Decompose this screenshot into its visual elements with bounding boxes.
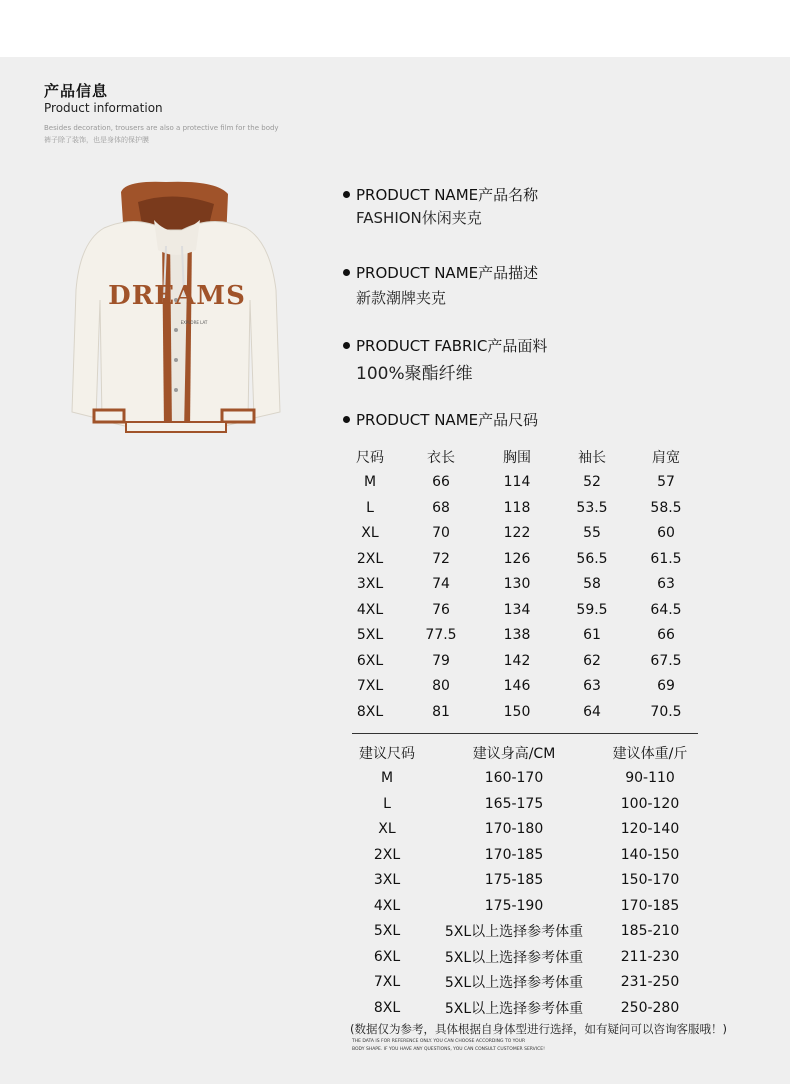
table-cell: 142 (503, 652, 531, 669)
table-cell: 63 (657, 576, 675, 593)
table-cell: 58 (583, 576, 601, 593)
table-cell: 114 (503, 474, 531, 491)
bullet-dot-icon (343, 191, 350, 198)
section-product-description: PRODUCT NAME产品描述 (343, 262, 538, 283)
table-row (344, 970, 714, 996)
table-cell: 231-250 (620, 974, 680, 991)
table-cell: 175-185 (484, 872, 544, 889)
table-cell: 62 (583, 652, 601, 669)
recommend-table-header (344, 740, 714, 766)
table-cell: 211-230 (620, 948, 680, 965)
size-table-header (340, 444, 710, 470)
table-cell: 55 (583, 525, 601, 542)
bullet-dot-icon (343, 416, 350, 423)
table-row (340, 699, 710, 725)
table-cell: 150 (503, 703, 531, 720)
table-row (344, 944, 714, 970)
jacket-small-label: EXPLORE LAT (180, 320, 208, 325)
table-cell: XL (378, 821, 396, 838)
table-cell: 134 (503, 601, 531, 618)
table-cell: L (383, 795, 391, 812)
table-cell: XL (361, 525, 379, 542)
table-row (344, 842, 714, 868)
table-cell: 68 (432, 499, 450, 516)
table-row (344, 817, 714, 843)
table-row (340, 495, 710, 521)
disclaimer-note: (数据仅为参考，具体根据自身体型进行选择，如有疑问可以咨询客服哦！) (350, 1022, 727, 1036)
header-cell: 袖长 (578, 449, 606, 466)
table-cell: 122 (503, 525, 531, 542)
table-cell: 61 (583, 627, 601, 644)
size-table (340, 444, 710, 725)
table-row (340, 623, 710, 649)
table-cell: 60 (657, 525, 675, 542)
table-row (340, 521, 710, 547)
table-cell: 79 (432, 652, 450, 669)
section-product-size: PRODUCT NAME产品尺码 (343, 409, 538, 430)
table-cell: 250-280 (620, 999, 680, 1016)
table-cell: 5XL以上选择参考体重 (444, 1000, 584, 1017)
header-cell: 胸围 (503, 449, 531, 466)
table-cell: 2XL (373, 846, 401, 863)
table-cell: 146 (503, 678, 531, 695)
header-cell: 肩宽 (652, 449, 680, 466)
section-title-cn: 产品信息 (44, 82, 109, 100)
table-cell: 69 (657, 678, 675, 695)
header-cell: 尺码 (356, 449, 384, 466)
table-row (344, 919, 714, 945)
bullet-dot-icon (343, 342, 350, 349)
table-cell: 5XL以上选择参考体重 (444, 949, 584, 966)
section-subtitle-cn: 裤子除了装饰，也是身体的保护膜 (44, 136, 149, 144)
table-cell: 70 (432, 525, 450, 542)
table-cell: 5XL以上选择参考体重 (444, 924, 584, 941)
bullet-dot-icon (343, 269, 350, 276)
table-cell: 74 (432, 576, 450, 593)
table-cell: 64 (583, 703, 601, 720)
table-row (340, 597, 710, 623)
table-cell: 140-150 (620, 846, 680, 863)
table-cell: 6XL (356, 652, 384, 669)
table-cell: 138 (503, 627, 531, 644)
table-cell: 160-170 (484, 770, 544, 787)
table-row (344, 766, 714, 792)
header-cell: 建议身高/CM (472, 745, 556, 762)
disclaimer-fine-print: BODY SHAPE. IF YOU HAVE ANY QUESTIONS, YOU CAN CONSULT CUSTOMER SERVICE! (352, 1047, 545, 1052)
table-row (340, 648, 710, 674)
table-cell: 53.5 (576, 499, 608, 516)
table-cell: 59.5 (576, 601, 608, 618)
table-cell: M (363, 474, 377, 491)
table-cell: 77.5 (425, 627, 457, 644)
table-row (340, 470, 710, 496)
table-cell: 66 (657, 627, 675, 644)
table-cell: 185-210 (620, 923, 680, 940)
table-cell: 8XL (356, 703, 384, 720)
table-row (344, 995, 714, 1021)
table-cell: 4XL (373, 897, 401, 914)
header-cell: 衣长 (427, 449, 455, 466)
table-cell: 165-175 (484, 795, 544, 812)
table-cell: 61.5 (650, 550, 682, 567)
table-cell: 57 (657, 474, 675, 491)
table-row (344, 868, 714, 894)
header-cell: 建议体重/斤 (612, 745, 688, 762)
header-cell: 建议尺码 (359, 745, 415, 762)
section-title-en: Product information (44, 101, 163, 115)
product-description-value: 新款潮牌夹克 (356, 289, 447, 307)
table-cell: 150-170 (620, 872, 680, 889)
table-cell: 52 (583, 474, 601, 491)
table-cell: M (380, 770, 394, 787)
table-cell: 5XL (373, 923, 401, 940)
table-cell: 70.5 (650, 703, 682, 720)
product-fabric-value: 100%聚酯纤维 (356, 364, 473, 384)
table-cell: 63 (583, 678, 601, 695)
table-cell: 90-110 (625, 770, 675, 787)
table-cell: 3XL (373, 872, 401, 889)
table-cell: 126 (503, 550, 531, 567)
section-subtitle-en: Besides decoration, trousers are also a protective film for the body (44, 124, 279, 132)
table-cell: 170-180 (484, 821, 544, 838)
table-row (340, 674, 710, 700)
jacket-product-image (66, 180, 288, 438)
table-cell: 72 (432, 550, 450, 567)
table-cell: 5XL以上选择参考体重 (444, 975, 584, 992)
table-cell: 67.5 (650, 652, 682, 669)
table-cell: 3XL (356, 576, 384, 593)
section-product-name: PRODUCT NAME产品名称 (343, 184, 538, 205)
product-name-value: FASHION休闲夹克 (356, 209, 482, 227)
table-cell: 64.5 (650, 601, 682, 618)
table-row (340, 572, 710, 598)
table-cell: 80 (432, 678, 450, 695)
table-cell: 2XL (356, 550, 384, 567)
table-row (340, 546, 710, 572)
table-cell: 100-120 (620, 795, 680, 812)
table-cell: 120-140 (620, 821, 680, 838)
table-cell: 7XL (356, 678, 384, 695)
table-row (344, 791, 714, 817)
jacket-print-text: DREAMS (108, 281, 246, 311)
table-divider (352, 733, 698, 734)
table-cell: 6XL (373, 948, 401, 965)
table-cell: 7XL (373, 974, 401, 991)
table-cell: 170-185 (620, 897, 680, 914)
table-row (344, 893, 714, 919)
table-cell: 175-190 (484, 897, 544, 914)
table-cell: 4XL (356, 601, 384, 618)
disclaimer-fine-print: THE DATA IS FOR REFERENCE ONLY. YOU CAN CHOOSE ACCORDING TO YOUR (352, 1039, 526, 1044)
table-cell: 170-185 (484, 846, 544, 863)
table-cell: 56.5 (576, 550, 608, 567)
table-cell: L (366, 499, 374, 516)
recommend-table (344, 740, 714, 1021)
table-cell: 81 (432, 703, 450, 720)
table-cell: 76 (432, 601, 450, 618)
table-cell: 118 (503, 499, 531, 516)
table-cell: 8XL (373, 999, 401, 1016)
section-product-fabric: PRODUCT FABRIC产品面料 (343, 335, 547, 356)
table-cell: 66 (432, 474, 450, 491)
table-cell: 58.5 (650, 499, 682, 516)
table-cell: 5XL (356, 627, 384, 644)
table-cell: 130 (503, 576, 531, 593)
